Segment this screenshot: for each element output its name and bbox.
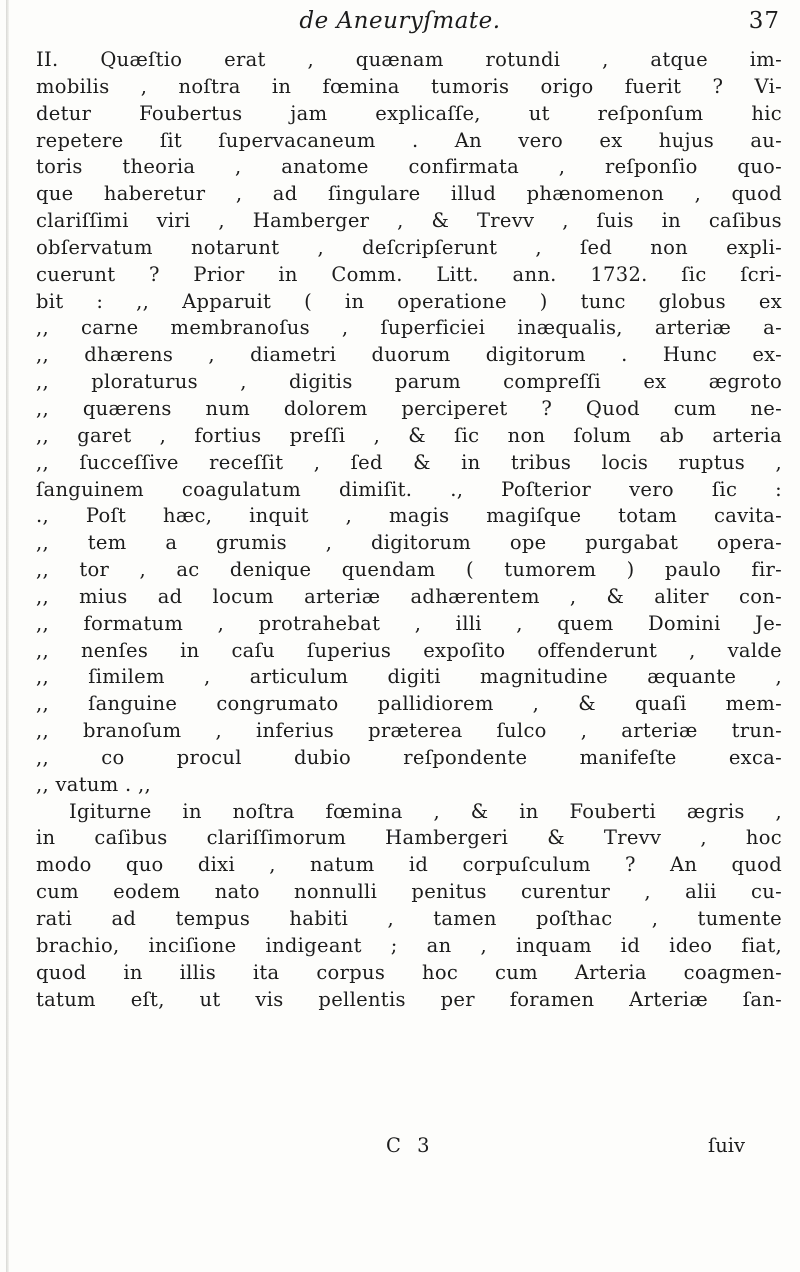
text-line: ,, carne membranoſus , ſuperficiei inæqualis, arteriæ a- — [36, 316, 782, 340]
text-line: cuerunt ? Prior in Comm. Litt. ann. 1732. ſic ſcri- — [36, 262, 782, 286]
text-line: ,, ploraturus , digitis parum compreſſi ex ægroto — [36, 370, 782, 394]
text-line: ,, tor , ac denique quendam ( tumorem ) paulo fir- — [36, 558, 782, 582]
page-number: 37 — [748, 8, 780, 34]
text-line: ,, ſanguine congrumato pallidiorem , & quaſi mem- — [36, 692, 782, 716]
text-line: ,, ſucceſſive receſſit , ſed & in tribus locis ruptus , — [36, 450, 782, 474]
text-line: ,, garet , fortius preſſi , & ſic non ſolum ab arteria — [36, 423, 782, 447]
text-line: ,, nenſes in caſu ſuperius expoſito offenderunt , valde — [36, 638, 782, 662]
text-line: ,, quærens num dolorem perciperet ? Quod cum ne- — [36, 396, 782, 420]
text-line: cum eodem nato nonnulli penitus curentur , alii cu- — [36, 880, 782, 904]
text-line: rati ad tempus habiti , tamen poſthac , tumente — [36, 907, 782, 930]
text-line: ,, branoſum , inferius præterea ſulco , arteriæ trun- — [36, 719, 782, 743]
text-line: in caſibus clariſſimorum Hambergeri & Trevv , hoc — [36, 826, 782, 850]
text-line: II. Quæſtio erat , quænam rotundi , atque im- — [36, 48, 782, 71]
body-text — [36, 47, 782, 1013]
page-header — [0, 6, 800, 42]
text-line: tatum eſt, ut vis pellentis per foramen Arteriæ ſan- — [36, 987, 782, 1011]
running-title: de Aneuryſmate. — [299, 8, 501, 34]
text-line: ſanguinem coagulatum dimiſit. ., Poſterior vero ſic : — [36, 477, 782, 501]
page-footer — [36, 1133, 782, 1159]
text-line: ,, co procul dubio reſpondente manifeſte exca- — [36, 745, 782, 769]
signature-mark: C 3 — [386, 1134, 435, 1157]
text-line: Igiturne in noſtra fœmina , & in Fouberti ægris , — [69, 799, 782, 823]
text-line: detur Foubertus jam explicaſſe, ut reſponſum hic — [36, 101, 782, 125]
page-gutter-edge — [6, 0, 9, 1272]
text-line: ., Poſt hæc, inquit , magis magiſque totam cavita- — [36, 504, 782, 528]
text-line: ,, formatum , protrahebat , illi , quem Domini Je- — [36, 611, 782, 635]
text-line: ,, vatum . ,, — [36, 772, 152, 796]
text-line: repetere ſit ſupervacaneum . An vero ex hujus au- — [36, 128, 782, 152]
text-line: toris theoria , anatome confirmata , reſponſio quo- — [36, 155, 782, 179]
text-line: que haberetur , ad ſingulare illud phænomenon , quod — [36, 182, 782, 206]
text-line: obſervatum notarunt , deſcripſerunt , ſed non expli- — [36, 235, 782, 259]
text-line: ,, ſimilem , articulum digiti magnitudine æquante , — [36, 665, 782, 689]
text-line: modo quo dixi , natum id corpuſculum ? An quod — [36, 853, 782, 877]
text-line: brachio, inciſione indigeant ; an , inquam id ideo fiat, — [36, 933, 782, 957]
text-line: ,, dhærens , diametri duorum digitorum . Hunc ex- — [36, 343, 782, 367]
text-line: ,, mius ad locum arteriæ adhærentem , & aliter con- — [36, 584, 782, 608]
text-line: bit : ,, Apparuit ( in operatione ) tunc globus ex — [36, 289, 782, 313]
text-line: quod in illis ita corpus hoc cum Arteria coagmen- — [36, 960, 782, 984]
text-line: ,, tem a grumis , digitorum ope purgabat opera- — [36, 531, 782, 555]
text-line: clariſſimi viri , Hamberger , & Trevv , ſuis in caſibus — [36, 209, 782, 233]
text-line: mobilis , noſtra in fœmina tumoris origo fuerit ? Vi- — [36, 74, 782, 98]
catchword: ſuiv — [708, 1134, 746, 1157]
